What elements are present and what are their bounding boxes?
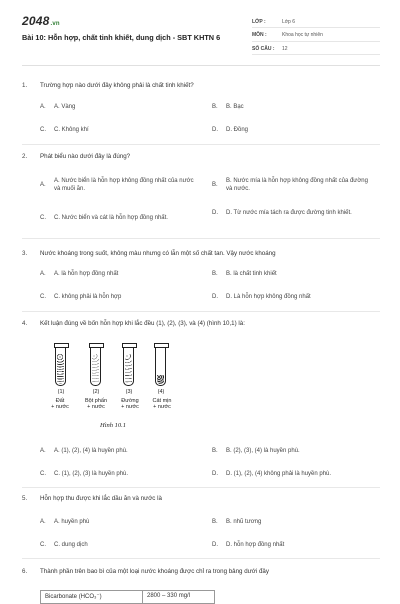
option-text: D. Là hỗn hợp không đồng nhất — [226, 294, 311, 300]
tube-number: (4) — [157, 389, 165, 395]
option-text: B. Bạc — [226, 104, 244, 110]
page-title: Bài 10: Hỗn hợp, chất tinh khiết, dung dịch - SBT KHTN 6 — [22, 33, 221, 42]
option-text: B. là chất tinh khiết — [226, 271, 277, 277]
option-letter: A. — [40, 519, 46, 525]
divider — [22, 144, 380, 145]
option-text: C. dung dịch — [54, 542, 88, 548]
question-text: Thành phần trên bao bì của một loại nước khoáng được chỉ ra trong bảng dưới đây — [40, 568, 269, 575]
option-text: A. Vàng — [54, 104, 76, 110]
question-text: Phát biểu nào dưới đây là đúng? — [40, 153, 131, 160]
option-letter: D. — [212, 127, 218, 133]
question-text: Nước khoáng trong suốt, không màu nhưng có lẫn một số chất tan. Vậy nước khoáng — [40, 250, 276, 257]
option-letter: B. — [212, 519, 218, 525]
option-4b[interactable] — [212, 447, 371, 455]
tube-label-line: + nước — [87, 404, 105, 410]
meta-row-count — [252, 43, 380, 55]
option-4a[interactable] — [40, 447, 199, 455]
mineral-water-table — [40, 590, 215, 604]
option-letter: A. — [40, 271, 46, 277]
option-3d[interactable] — [212, 293, 386, 301]
option-letter: B. — [212, 448, 218, 454]
tube-label-line: Đất — [55, 398, 65, 404]
site-logo[interactable] — [22, 14, 60, 28]
option-text: C. (1), (2), (3) là huyền phù. — [54, 471, 129, 477]
tube-number: (3) — [125, 389, 133, 395]
question-4 — [22, 320, 382, 327]
question-number: 4. — [22, 320, 28, 327]
meta-row-subject — [252, 30, 380, 42]
test-tube-2 — [90, 344, 101, 386]
option-letter: A. — [40, 104, 46, 110]
tube-label — [81, 398, 111, 410]
meta-row-class — [252, 16, 380, 28]
option-text: C. Nước biển và cát là hỗn hợp đồng nhất. — [54, 215, 168, 221]
option-5c[interactable] — [40, 541, 199, 549]
tube-sediment — [157, 375, 164, 384]
divider — [22, 238, 380, 239]
option-letter: D. — [212, 294, 218, 300]
tube-label-line: Đường — [121, 398, 139, 404]
option-text: C. không phải là hỗn hợp — [54, 294, 122, 300]
divider — [22, 487, 380, 488]
tube-number: (2) — [92, 389, 100, 395]
table-cell: Bicarbonate (HCO₃⁻) — [41, 591, 143, 603]
question-6 — [22, 568, 382, 575]
option-letter: A. — [40, 182, 46, 188]
test-tube-4 — [155, 344, 166, 386]
option-1b[interactable] — [212, 103, 371, 111]
option-text: A. (1), (2), (4) là huyền phù. — [54, 448, 128, 454]
tube-label — [147, 398, 177, 410]
question-number: 6. — [22, 568, 28, 575]
question-number: 1. — [22, 82, 28, 89]
option-text: B. nhũ tương — [226, 519, 262, 525]
question-text: Hỗn hợp thu được khi lắc dầu ăn và nước là — [40, 495, 162, 502]
option-2c[interactable] — [40, 214, 224, 222]
option-5b[interactable] — [212, 518, 371, 526]
option-letter: C. — [40, 542, 46, 548]
tube-label — [45, 398, 75, 410]
option-1a[interactable] — [40, 103, 199, 111]
divider — [22, 311, 380, 312]
option-letter: A. — [40, 448, 46, 454]
option-5a[interactable] — [40, 518, 199, 526]
tube-label-line: + nước — [51, 404, 69, 410]
option-2b[interactable] — [212, 177, 371, 193]
option-text: A. là hỗn hợp đồng nhất — [54, 271, 119, 277]
option-letter: C. — [40, 127, 46, 133]
option-3b[interactable] — [212, 270, 371, 278]
option-letter: B. — [212, 104, 218, 110]
meta-key: MÔN : — [252, 32, 267, 38]
question-number: 5. — [22, 495, 28, 502]
option-letter: D. — [212, 210, 218, 216]
option-text: C. Không khí — [54, 127, 89, 133]
tube-mixture — [92, 354, 99, 384]
question-1 — [22, 82, 382, 89]
meta-value: Khoa học tự nhiên — [282, 32, 323, 38]
test-tube-1 — [55, 344, 66, 386]
option-letter: B. — [212, 182, 218, 188]
option-text: D. hỗn hợp đồng nhất — [226, 542, 285, 548]
test-tube-3 — [123, 344, 134, 386]
meta-value: 12 — [282, 45, 288, 52]
question-text: Trường hợp nào dưới đây không phải là chất tinh khiết? — [40, 82, 194, 89]
option-letter: B. — [212, 271, 218, 277]
tube-label-line: Cát mịn — [152, 398, 172, 404]
meta-value: Lớp 6 — [282, 18, 296, 25]
question-3 — [22, 250, 382, 257]
question-2 — [22, 153, 382, 160]
tube-label-line: + nước — [121, 404, 139, 410]
option-1c[interactable] — [40, 126, 199, 134]
meta-key: SỐ CÂU : — [252, 45, 275, 52]
option-text: D. Từ nước mía tách ra được đường tinh khiết. — [226, 210, 352, 216]
option-4d[interactable] — [212, 470, 391, 478]
divider — [22, 558, 380, 559]
option-text: A. huyền phù — [54, 519, 90, 525]
question-text: Kết luận đúng về bốn hỗn hợp khi lắc đều (1), (2), (3), và (4) (hình 10,1) là: — [40, 320, 245, 327]
option-5d[interactable] — [212, 541, 371, 549]
option-2a[interactable] — [40, 177, 199, 193]
option-4c[interactable] — [40, 470, 199, 478]
tube-mixture — [57, 354, 64, 384]
option-text: A. Nước biển là hỗn hợp không đồng nhất của nước và muối ăn. — [54, 178, 194, 192]
option-letter: C. — [40, 215, 46, 221]
option-letter: C. — [40, 471, 46, 477]
option-1d[interactable] — [212, 126, 371, 134]
option-letter: D. — [212, 471, 218, 477]
question-5 — [22, 495, 382, 502]
logo-main: 2048 — [22, 14, 50, 28]
tube-label-line: + nước — [153, 404, 171, 410]
meta-info — [252, 16, 380, 57]
tube-label-line: Bột phấn — [84, 398, 108, 404]
option-3c[interactable] — [40, 293, 199, 301]
option-text: B. (2), (3), (4) là huyền phù. — [226, 448, 300, 454]
page-header — [0, 0, 400, 62]
meta-key: LỚP : — [252, 18, 266, 25]
divider — [22, 65, 380, 66]
logo-suffix: .vn — [50, 21, 60, 27]
question-number: 2. — [22, 153, 28, 160]
option-text: D. Đồng — [226, 127, 249, 133]
figure-caption: Hình 10.1 — [100, 422, 126, 429]
option-text: D. (1), (2), (4) không phải là huyền phù. — [226, 471, 332, 477]
option-letter: D. — [212, 542, 218, 548]
tube-mixture — [125, 354, 132, 384]
option-2d[interactable] — [212, 209, 371, 217]
tube-number: (1) — [57, 389, 65, 395]
table-cell: 2800 – 330 mg/l — [147, 593, 191, 599]
option-3a[interactable] — [40, 270, 199, 278]
tube-label — [115, 398, 145, 410]
option-text: B. Nước mía là hỗn hợp không đồng nhất của đường và nước. — [226, 178, 368, 192]
figure-test-tubes — [45, 344, 180, 432]
option-letter: C. — [40, 294, 46, 300]
question-number: 3. — [22, 250, 28, 257]
